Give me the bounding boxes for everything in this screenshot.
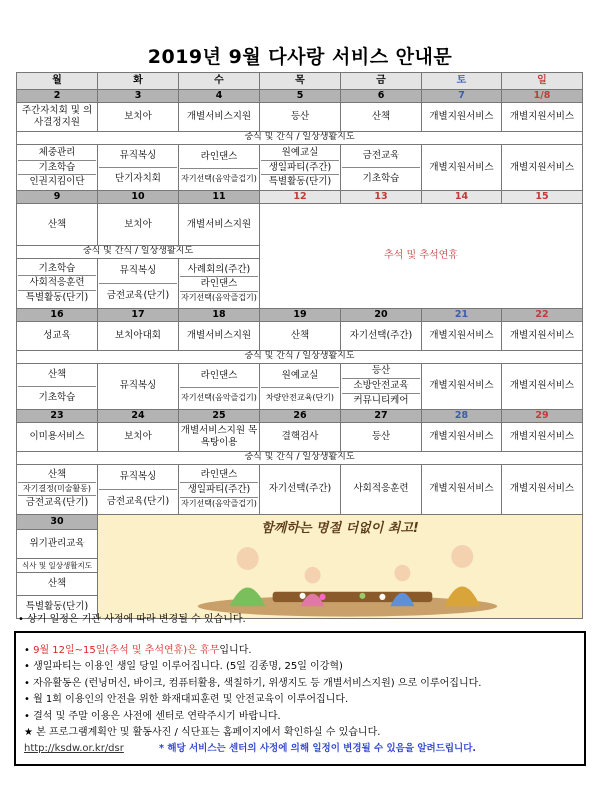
pm-cell	[17, 464, 98, 514]
holiday-highlight: 9월 12일~15일(추석 및 추석연휴)은 휴무	[33, 645, 220, 656]
pm-cell	[17, 259, 98, 309]
am-activity: 산책	[341, 103, 422, 132]
pm-activity: 라인댄스	[180, 277, 258, 292]
notice-text: 결석 및 주말 이용은 사전에 센터로 연락주시기 바랍니다.	[33, 710, 281, 722]
notice-holiday: • 9월 12일~15일(추석 및 추석연휴)은 휴무입니다.	[24, 645, 252, 656]
pm-activity: 금전교육(단기)	[25, 497, 89, 509]
date-cell: 11	[179, 191, 260, 204]
week3-pm	[17, 363, 583, 409]
artwork-caption: 함께하는 명절 더없이 최고!	[261, 520, 419, 536]
notice-text: 입니다.	[219, 645, 252, 656]
date-cell: 9	[17, 191, 98, 204]
date-cell: 18	[179, 308, 260, 321]
week4-am	[17, 422, 583, 451]
pm-activity: 개별지원서비스	[502, 363, 583, 409]
am-activity: 개별지원서비스	[502, 321, 583, 350]
homepage-link[interactable]: http://ksdw.or.kr/dsr	[24, 743, 124, 755]
am-activity: 주간자치회 및 의사결정지원	[17, 103, 98, 132]
notice-box	[14, 631, 586, 766]
notice-free-activity: • 자유활동은 (런닝머신, 바이크, 컴퓨터활용, 색칠하기, 위생지도 등 개별서비스지원) 으로 이루어집니다.	[24, 677, 482, 689]
pm-cell	[341, 145, 422, 191]
week4-dates	[17, 409, 583, 422]
chuseok-illustration	[98, 515, 582, 619]
pm-cell	[17, 145, 98, 191]
weekday-sun: 일	[502, 73, 583, 90]
notice-safety: • 월 1회 이용인의 안전을 위한 화재대피훈련 및 안전교육이 이루어집니다.	[24, 694, 349, 706]
week4-pm	[17, 464, 583, 514]
pm-activity: 자기선택(음악즐겁기)	[181, 499, 257, 508]
date-cell: 21	[422, 308, 502, 321]
pm-activity: 특별활동(단기)	[25, 292, 89, 304]
am-activity: 개별서비스지원 목욕탕이용	[179, 422, 260, 451]
pm-cell	[17, 363, 98, 409]
date-cell: 22	[502, 308, 583, 321]
week2-dates	[17, 191, 583, 204]
pm-activity: 생일파티(주간)	[180, 483, 258, 498]
week3-am	[17, 321, 583, 350]
pm-activity: 산책	[18, 468, 96, 483]
pm-activity: 금전교육(단기)	[106, 495, 170, 507]
pm-cell	[260, 363, 341, 409]
am-activity: 결핵검사	[260, 422, 341, 451]
pm-activity: 개별지원서비스	[422, 363, 502, 409]
pm-activity: 뮤직복싱	[99, 145, 177, 168]
pm-activity: 산책	[17, 573, 98, 596]
pm-activity: 자기선택(음악즐겁기)	[181, 392, 257, 402]
pm-activity: 개별지원서비스	[502, 464, 583, 514]
weekday-mon: 월	[17, 73, 98, 90]
date-cell: 24	[98, 409, 179, 422]
date-cell: 6	[341, 90, 422, 103]
am-activity: 등산	[260, 103, 341, 132]
am-activity: 보치아	[98, 204, 179, 246]
meal-row: 중식 및 간식 / 일상생활지도	[17, 350, 583, 363]
pm-activity: 기초학습	[18, 161, 96, 176]
meal-row: 중식 및 간식 / 일상생활지도	[17, 246, 260, 259]
pm-activity: 특별활동(단기)	[17, 596, 98, 619]
week4-meal	[17, 451, 583, 464]
pm-cell	[179, 145, 260, 191]
pm-activity: 사회적응훈련	[341, 464, 422, 514]
schedule-calendar	[16, 72, 583, 619]
pm-activity: 금전교육	[342, 145, 420, 168]
pm-activity: 커뮤니티케어	[353, 395, 409, 407]
weekday-fri: 금	[341, 73, 422, 90]
am-activity: 보치아	[98, 103, 179, 132]
pm-cell	[179, 464, 260, 514]
date-cell: 5	[260, 90, 341, 103]
change-disclaimer: * 해당 서비스는 센터의 사정에 의해 일정이 변경될 수 있음을 알려드립니다.	[159, 743, 477, 755]
notice-text: 자유활동은 (런닝머신, 바이크, 컴퓨터활용, 색칠하기, 위생지도 등 개별서비스지원) 으로 이루어집니다.	[33, 677, 482, 689]
week1-meal	[17, 132, 583, 145]
pm-cell	[98, 145, 179, 191]
date-cell: 17	[98, 308, 179, 321]
pm-activity: 단기자치회	[115, 173, 161, 184]
pm-cell	[341, 363, 422, 409]
pm-activity: 자기결정(미술활동)	[18, 483, 96, 496]
date-cell: 4	[179, 90, 260, 103]
holiday-artwork-cell	[98, 514, 583, 619]
weekday-sat: 토	[422, 73, 502, 90]
pm-activity: 체중관리	[18, 146, 96, 161]
pm-activity: 기초학습	[38, 391, 76, 403]
pm-activity: 원예교실	[261, 365, 339, 388]
date-cell: 20	[341, 308, 422, 321]
notice-homepage: ★ 본 프로그램계획안 및 활동사진 / 식단표는 홈페이지에서 확인하실 수 있습니다.	[24, 727, 381, 739]
notice-birthday: • 생일파티는 이용인 생일 당일 이루어집니다. (5일 김종명, 25일 이강혁)	[24, 661, 343, 673]
pm-activity: 자기선택(음악즐겁기)	[181, 293, 257, 303]
am-activity: 개별지원서비스	[502, 103, 583, 132]
date-cell: 10	[98, 191, 179, 204]
pm-cell	[260, 145, 341, 191]
pm-activity: 개별지원서비스	[422, 464, 502, 514]
pm-activity: 개별지원서비스	[422, 145, 502, 191]
pm-activity: 뮤직복싱	[99, 259, 177, 284]
pm-activity: 뮤직복싱	[99, 465, 177, 490]
page-title: 2019년 9월 다사랑 서비스 안내문	[147, 46, 453, 68]
pm-activity: 개별지원서비스	[502, 145, 583, 191]
am-activity: 자기선택(주간)	[341, 321, 422, 350]
pm-activity: 산책	[18, 364, 96, 387]
pm-activity: 소방안전교육	[342, 379, 420, 394]
notice-footer	[24, 741, 576, 757]
notice-text: 본 프로그램계획안 및 활동사진 / 식단표는 홈페이지에서 확인하실 수 있습니다.	[36, 727, 381, 739]
pm-activity: 사회적응훈련	[18, 276, 96, 291]
notice-text: 월 1회 이용인의 안전을 위한 화재대피훈련 및 안전교육이 이루어집니다.	[33, 694, 349, 706]
am-activity: 산책	[17, 204, 98, 246]
am-activity: 개별지원서비스	[422, 103, 502, 132]
pm-activity: 원예교실	[261, 146, 339, 161]
pm-activity: 금전교육(단기)	[106, 289, 170, 301]
pm-activity: 기초학습	[18, 262, 96, 277]
meal-row: 중식 및 간식 / 일상생활지도	[17, 451, 583, 464]
am-activity: 개별지원서비스	[422, 422, 502, 451]
holiday-notice: 추석 및 추석연휴	[260, 204, 583, 309]
week5-dates	[17, 514, 583, 530]
date-cell: 3	[98, 90, 179, 103]
date-cell: 1/8	[502, 90, 583, 103]
week2-am	[17, 204, 583, 246]
week1-pm	[17, 145, 583, 191]
date-cell: 7	[422, 90, 502, 103]
pm-activity: 사례회의(주간)	[180, 263, 258, 278]
week3-meal	[17, 350, 583, 363]
weekday-thu: 목	[260, 73, 341, 90]
date-cell: 29	[502, 409, 583, 422]
pm-activity: 생일파티(주간)	[261, 161, 339, 176]
am-activity: 위기관리교육	[17, 530, 98, 559]
am-activity: 개별서비스지원	[179, 103, 260, 132]
weekday-header	[17, 73, 583, 90]
pm-activity: 인권지킴이단	[29, 176, 85, 188]
weekday-wed: 수	[179, 73, 260, 90]
date-cell: 16	[17, 308, 98, 321]
am-activity: 이미용서비스	[17, 422, 98, 451]
pm-activity: 자기선택(음악즐겁기)	[181, 173, 257, 183]
date-cell: 23	[17, 409, 98, 422]
date-cell: 28	[422, 409, 502, 422]
date-cell: 12	[260, 191, 341, 204]
am-activity: 보치아	[98, 422, 179, 451]
pm-cell	[179, 363, 260, 409]
schedule-change-note: • 상기 일정은 기관 사정에 따라 변경될 수 있습니다.	[18, 614, 246, 625]
pm-activity: 라인댄스	[180, 146, 258, 169]
am-activity: 개별지원서비스	[502, 422, 583, 451]
am-activity: 산책	[260, 321, 341, 350]
week3-dates	[17, 308, 583, 321]
pm-cell	[98, 259, 179, 309]
date-cell: 2	[17, 90, 98, 103]
date-cell: 14	[422, 191, 502, 204]
am-activity: 개별서비스지원	[179, 321, 260, 350]
pm-cell	[179, 259, 260, 309]
pm-activity: 차량안전교육(단기)	[265, 392, 335, 402]
meal-row: 중식 및 간식 / 일상생활지도	[17, 132, 583, 145]
am-activity: 보치아대회	[98, 321, 179, 350]
date-cell: 19	[260, 308, 341, 321]
date-cell: 27	[341, 409, 422, 422]
am-activity: 등산	[341, 422, 422, 451]
meal-row: 식사 및 일상생활지도	[17, 558, 98, 572]
am-activity: 개별서비스지원	[179, 204, 260, 246]
pm-activity: 등산	[342, 364, 420, 379]
date-cell: 25	[179, 409, 260, 422]
pm-activity: 특별활동(단기)	[268, 176, 332, 188]
pm-activity: 자기선택(주간)	[260, 464, 341, 514]
am-activity: 개별지원서비스	[422, 321, 502, 350]
date-cell: 13	[341, 191, 422, 204]
pm-activity: 뮤직복싱	[98, 363, 179, 409]
pm-cell	[98, 464, 179, 514]
weekday-tue: 화	[98, 73, 179, 90]
date-cell: 30	[17, 514, 98, 530]
pm-activity: 기초학습	[362, 173, 400, 184]
date-cell: 15	[502, 191, 583, 204]
week1-am	[17, 103, 583, 132]
pm-activity: 라인댄스	[180, 468, 258, 483]
pm-activity: 라인댄스	[180, 365, 258, 388]
am-activity: 성교육	[17, 321, 98, 350]
notice-absence: • 결석 및 주말 이용은 사전에 센터로 연락주시기 바랍니다.	[24, 710, 281, 722]
notice-text: 생일파티는 이용인 생일 당일 이루어집니다. (5일 김종명, 25일 이강혁)	[33, 661, 343, 673]
date-cell: 26	[260, 409, 341, 422]
week1-dates	[17, 90, 583, 103]
